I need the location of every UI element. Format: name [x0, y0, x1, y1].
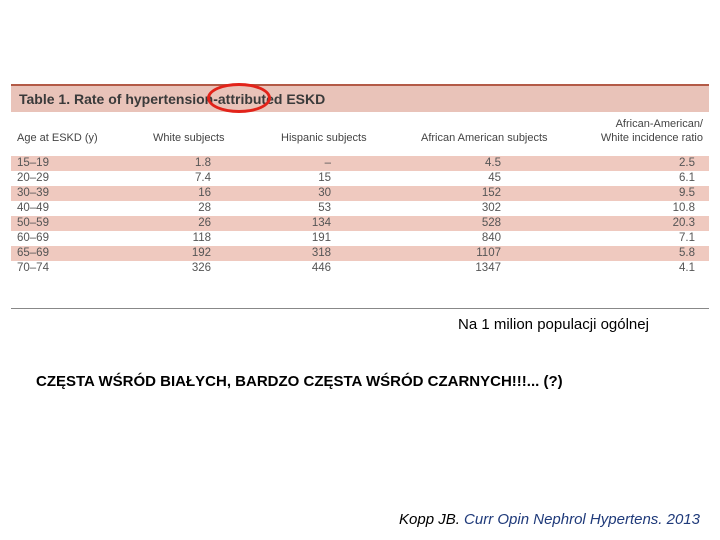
highlight-circle — [207, 83, 271, 113]
cell-white: 192 — [191, 247, 211, 259]
table-row — [11, 231, 709, 246]
cell-african-american: 1107 — [476, 247, 501, 259]
table-row — [11, 171, 709, 186]
col-white-header: White subjects — [153, 132, 225, 144]
table-row — [11, 246, 709, 261]
cell-age: 65–69 — [17, 247, 49, 259]
cell-age: 40–49 — [17, 202, 49, 214]
citation-journal: Curr Opin Nephrol Hypertens. 2013 — [464, 511, 700, 528]
cell-african-american: 4.5 — [485, 157, 501, 169]
citation-author: Kopp JB. — [399, 511, 465, 528]
col-age-header: Age at ESKD (y) — [17, 132, 98, 144]
cell-hispanic: 318 — [311, 247, 331, 259]
cell-hispanic: 191 — [311, 232, 331, 244]
cell-hispanic: 134 — [311, 217, 331, 229]
cell-ratio: 9.5 — [679, 187, 695, 199]
cell-white: 26 — [198, 217, 211, 229]
table-row — [11, 156, 709, 171]
cell-ratio: 6.1 — [679, 172, 695, 184]
headline-claim: CZĘSTA WŚRÓD BIAŁYCH, BARDZO CZĘSTA WŚRÓD CZARNYCH!!!... (?) — [36, 373, 563, 390]
cell-age: 70–74 — [17, 262, 49, 274]
table-row — [11, 186, 709, 201]
cell-african-american: 1347 — [475, 262, 501, 274]
cell-age: 50–59 — [17, 217, 49, 229]
cell-white: 28 — [198, 202, 211, 214]
citation — [399, 511, 700, 528]
cell-white: 118 — [192, 232, 211, 244]
cell-age: 60–69 — [17, 232, 49, 244]
cell-ratio: 5.8 — [679, 247, 695, 259]
table-row — [11, 216, 709, 231]
table-row — [11, 261, 709, 276]
cell-age: 30–39 — [17, 187, 49, 199]
cell-ratio: 10.8 — [672, 202, 695, 214]
table-bottom-rule — [11, 308, 709, 309]
col-hispanic-header: Hispanic subjects — [281, 132, 367, 144]
cell-african-american: 302 — [481, 202, 501, 214]
table-figure — [11, 84, 709, 310]
cell-white: 16 — [198, 187, 211, 199]
table-row — [11, 201, 709, 216]
cell-white: 7.4 — [195, 172, 211, 184]
cell-age: 20–29 — [17, 172, 49, 184]
col-ratio-header-line2: White incidence ratio — [600, 132, 703, 144]
cell-african-american: 528 — [481, 217, 501, 229]
population-note: Na 1 milion populacji ogólnej — [458, 316, 649, 333]
col-ratio-header-line1: African-American/ — [615, 118, 703, 130]
cell-ratio: 2.5 — [679, 157, 695, 169]
cell-white: 326 — [191, 262, 211, 274]
cell-hispanic: 446 — [311, 262, 331, 274]
cell-african-american: 840 — [481, 232, 501, 244]
table-body — [11, 156, 709, 276]
cell-african-american: 45 — [488, 172, 501, 184]
table-title: Table 1. Rate of hypertension-attributed ESKD — [19, 91, 326, 107]
cell-hispanic: 15 — [318, 172, 331, 184]
cell-ratio: 7.1 — [679, 232, 695, 244]
cell-hispanic: 53 — [318, 202, 331, 214]
cell-hispanic: – — [324, 157, 331, 169]
cell-ratio: 20.3 — [672, 217, 695, 229]
table-header — [11, 112, 709, 152]
table-title-bar — [11, 84, 709, 112]
cell-white: 1.8 — [195, 157, 211, 169]
cell-ratio: 4.1 — [679, 262, 695, 274]
cell-hispanic: 30 — [318, 187, 331, 199]
col-african-american-header: African American subjects — [421, 132, 548, 144]
cell-age: 15–19 — [17, 157, 49, 169]
cell-african-american: 152 — [481, 187, 501, 199]
